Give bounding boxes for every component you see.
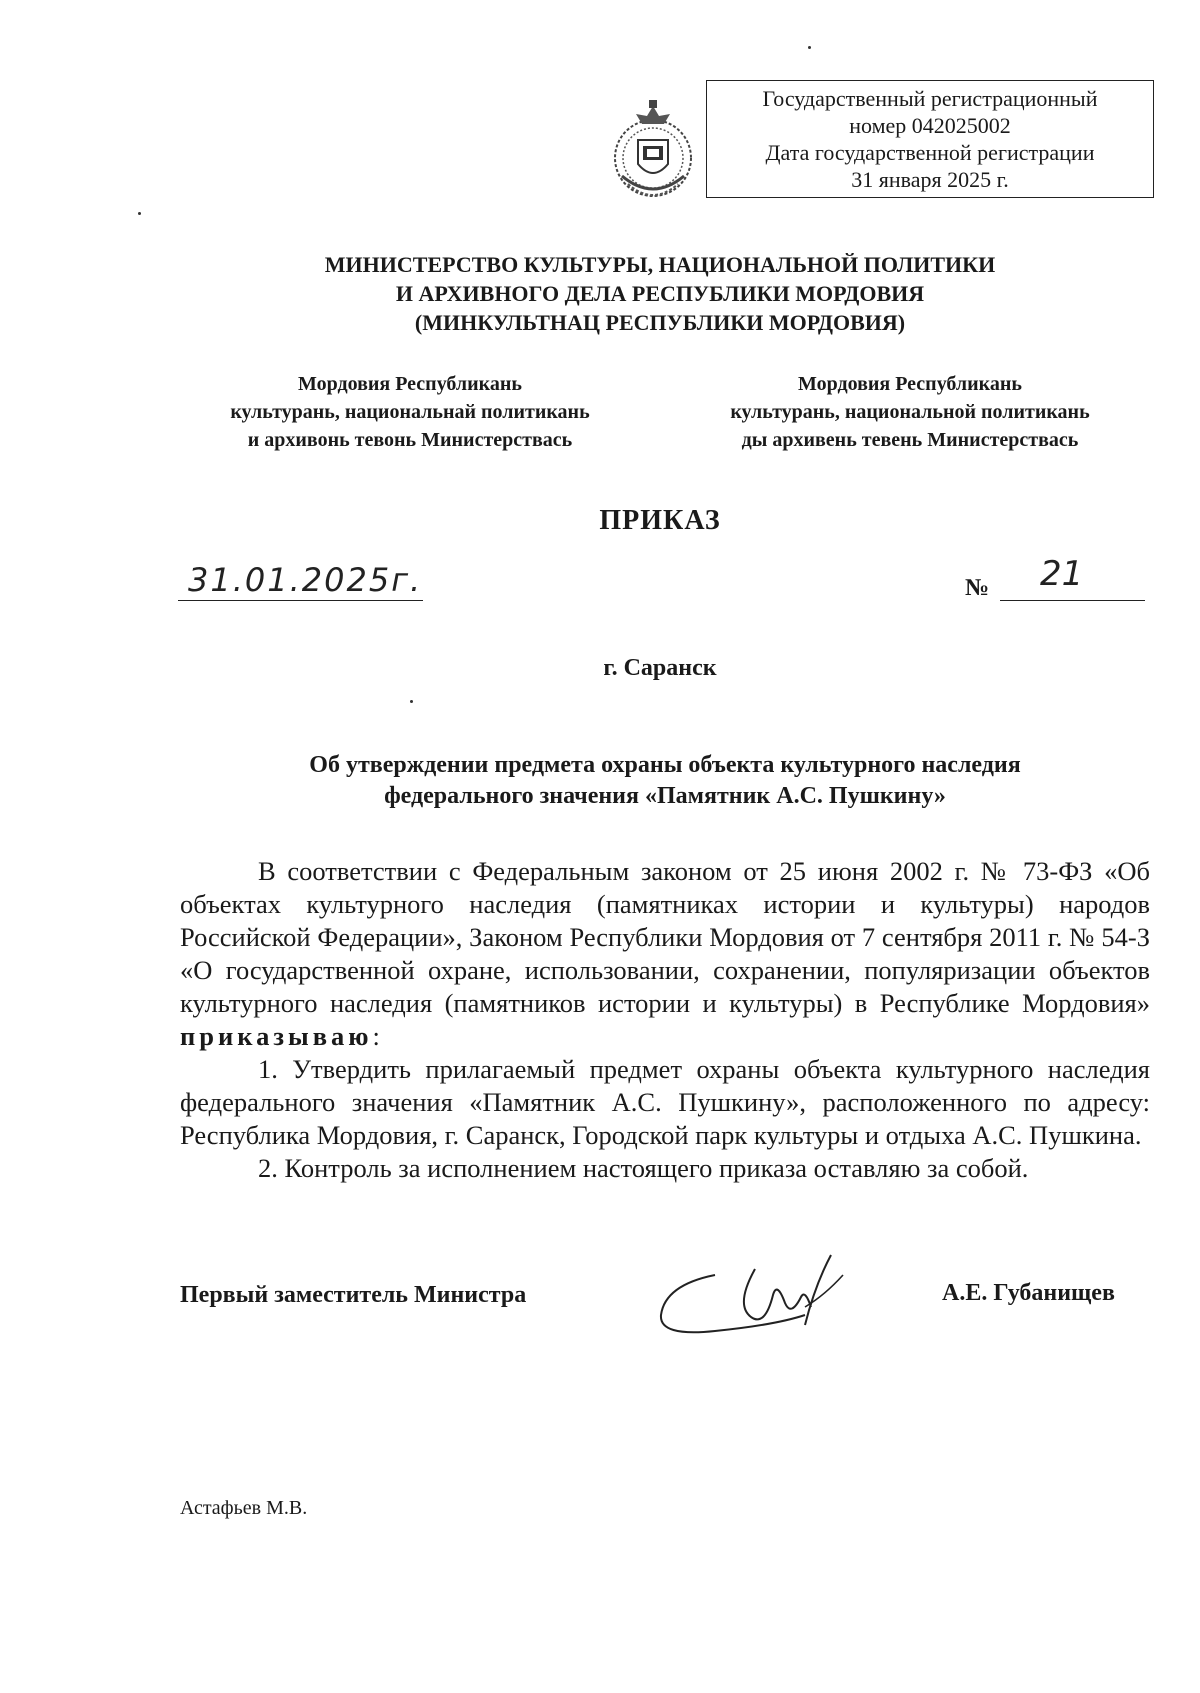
order-body [180, 855, 1150, 1185]
handwritten-number: 21 [1040, 554, 1084, 594]
preamble-text: В соответствии с Федеральным законом от 25 июня 2002 г. № 73-ФЗ «Об объектах культурного наследия (памятниках истории и культуры) народов Российской Федерации», Законом Республики Мордовия от 7 сентября 2011 г. № 54-З «О государственной охране, использовании, сохранении, популяризации объектов культурного наследия (памятников истории и культуры) в Республике Мордовия» [180, 856, 1150, 1018]
order-item-1: 1. Утвердить прилагаемый предмет охраны объекта культурного наследия федерального значения «Памятник А.С. Пушкину», расположенного по адресу: Республика Мордовия, г. Саранск, Городской парк культуры и отдыха А.С. Пушкина. [180, 1054, 1150, 1150]
erzya-line-3: ды архивень тевень Министерствась [741, 429, 1079, 451]
number-label: № [965, 575, 990, 601]
subject-line-2: федерального значения «Памятник А.С. Пушкину» [384, 783, 946, 809]
registration-date: 31 января 2025 г. [851, 167, 1009, 192]
moksha-line-2: культурань, национальнай политикань [230, 401, 590, 423]
ministry-name-erzya [660, 370, 1160, 454]
registration-box [706, 80, 1154, 198]
registration-number: номер 042025002 [849, 113, 1011, 138]
city: г. Саранск [603, 655, 717, 681]
ministry-line-2: И АРХИВНОГО ДЕЛА РЕСПУБЛИКИ МОРДОВИЯ [395, 281, 925, 306]
order-item-2: 2. Контроль за исполнением настоящего приказа оставляю за собой. [258, 1153, 1029, 1183]
coat-of-arms-icon [608, 98, 698, 208]
ministry-header [0, 250, 1200, 337]
erzya-line-1: Мордовия Республикань [797, 373, 1022, 395]
ministry-name-moksha [160, 370, 660, 454]
registration-line-3: Дата государственной регистрации [765, 140, 1095, 165]
executor-name: Астафьев М.В. [180, 1497, 308, 1519]
ministry-line-1: МИНИСТЕРСТВО КУЛЬТУРЫ, НАЦИОНАЛЬНОЙ ПОЛИТИКИ [324, 252, 996, 277]
order-colon: : [372, 1021, 380, 1051]
moksha-line-1: Мордовия Республикань [297, 373, 522, 395]
scan-speck [410, 700, 413, 703]
scan-speck [808, 46, 811, 49]
order-subject [180, 750, 1150, 812]
handwritten-signature-icon [655, 1245, 865, 1345]
handwritten-date: 31.01.2025г. [188, 561, 423, 599]
order-word: приказываю [180, 1021, 373, 1051]
registration-line-1: Государственный регистрационный [762, 86, 1098, 111]
signatory-name: А.Е. Губанищев [942, 1280, 1115, 1306]
signatory-title: Первый заместитель Министра [180, 1282, 527, 1308]
scan-speck [138, 212, 141, 215]
erzya-line-2: культурань, национальной политикань [730, 401, 1090, 423]
moksha-line-3: и архивонь тевонь Министерствась [247, 429, 573, 451]
preamble-paragraph [180, 855, 1150, 1053]
ministry-line-3: (МИНКУЛЬТНАЦ РЕСПУБЛИКИ МОРДОВИЯ) [414, 310, 906, 335]
document-type-title: ПРИКАЗ [599, 505, 721, 536]
subject-line-1: Об утверждении предмета охраны объекта культурного наследия [309, 752, 1021, 778]
